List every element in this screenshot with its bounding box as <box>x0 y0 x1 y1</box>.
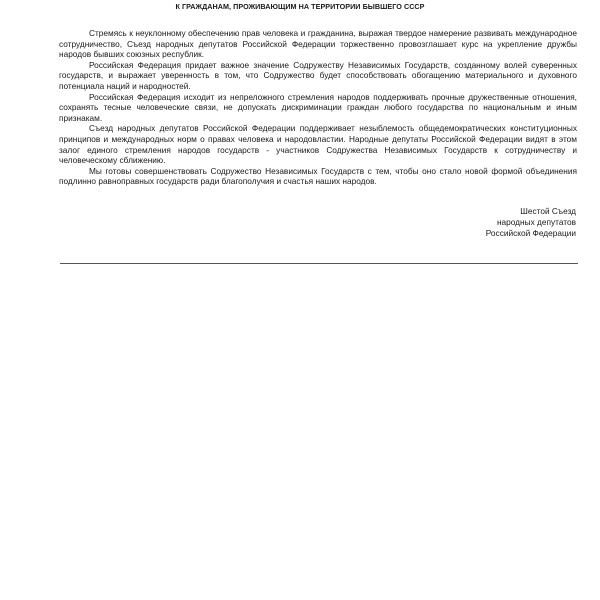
paragraph: Стремясь к неуклонному обеспечению прав человека и гражданина, выражая твердое намерение развивать международное сотрудничество, Съезд народных депутатов Российской Федерации торжественно провозглашает курс на укрепление дружбы народов бывших союзных республик. <box>59 28 577 60</box>
paragraph: Мы готовы совершенствовать Содружество Независимых Государств с тем, чтобы оно стало новой формой объединения подлинно равноправных государств ради благополучия и счастья наших народов. <box>59 165 577 187</box>
signature-line: народных депутатов <box>496 216 576 227</box>
paragraph: Российская Федерация придает важное значение Содружеству Независимых Государств, созданному волей суверенных государств, и выражает уверенность в том, что Содружество будет способствовать обогащению материального и духовного потенциала наций и народностей. <box>59 59 577 91</box>
document-body <box>59 28 577 187</box>
signature-block <box>486 206 576 238</box>
paragraph: Российская Федерация исходит из непреложного стремления народов поддерживать прочные дружественные отношения, сохранять тесные человеческие связи, не допускать дискриминации граждан любого государства по национальным и иным признакам. <box>59 91 577 123</box>
signature-line: Российской Федерации <box>485 227 576 238</box>
signature-line: Шестой Съезд <box>520 206 576 216</box>
horizontal-divider <box>60 263 578 264</box>
document-title: К ГРАЖДАНАМ, ПРОЖИВАЮЩИМ НА ТЕРРИТОРИИ БЫВШЕГО СССР <box>175 2 425 11</box>
paragraph: Съезд народных депутатов Российской Федерации поддерживает незыблемость общедемократических конституционных принципов и международных норм о правах человека и народовластии. Народные депутаты Российской Федерации видят в этом залог единого стремления народов государств - участников Содружества Независимых Государств к сотрудничеству и человеческому сближению. <box>59 123 577 166</box>
